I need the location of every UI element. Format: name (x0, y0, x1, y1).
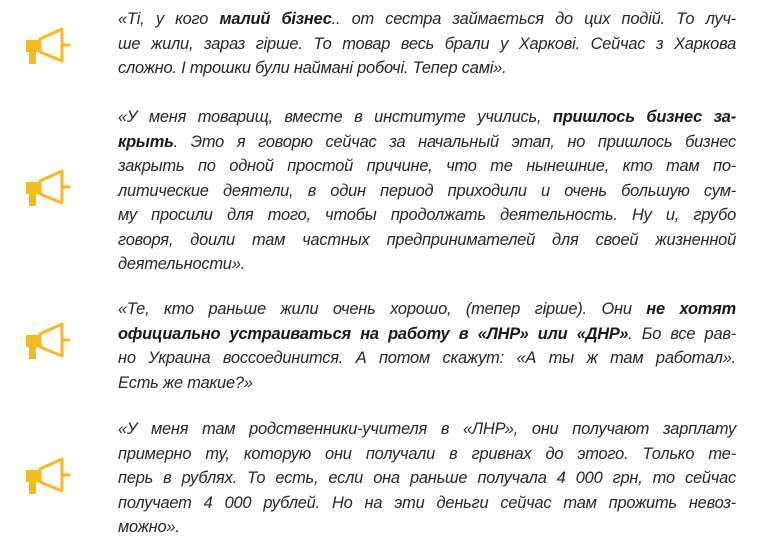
text-run: «У меня там родственники-учителя в «ЛНР», они получают зарплату (118, 420, 736, 438)
quote-4 (118, 417, 736, 540)
quote-line (118, 491, 736, 516)
bold-text: не хотят (646, 300, 736, 318)
text-run: можно». (118, 518, 180, 536)
quote-2 (118, 105, 736, 277)
megaphone-icon (22, 26, 76, 70)
quote-line (118, 252, 736, 277)
quote-line (118, 154, 736, 179)
quote-line (118, 371, 736, 396)
bold-text: официально устраиваться на работу в «ЛНР» или «ДНР» (118, 324, 629, 343)
text-run: . Это я говорю сейчас за начальный этап, но пришлось бизнес (173, 132, 736, 151)
bold-text: крыть (118, 132, 174, 151)
quote-line (118, 56, 736, 81)
text-run: но Украина воссоединится. А потом скажут: «А ты ж там работал». (118, 349, 736, 367)
text-run: . Бо все рав- (628, 324, 736, 343)
quote-line (118, 466, 736, 491)
quote-line (118, 346, 736, 371)
text-run: получает 4 000 рублей. Но на эти деньги сейчас там прожить невоз- (118, 493, 736, 512)
quote-line (118, 515, 736, 540)
text-run: деятельности». (118, 255, 245, 273)
quote-line (118, 105, 736, 130)
megaphone-icon (22, 321, 76, 365)
quote-line (118, 228, 736, 253)
quote-line (118, 32, 736, 57)
text-run: сложно. І трошки були наймані робочі. Тепер самі». (118, 59, 507, 77)
quote-line (118, 297, 736, 322)
quote-line (118, 417, 736, 442)
quote-line (118, 442, 736, 467)
quote-line (118, 7, 736, 32)
quote-line (118, 203, 736, 228)
text-run: ше жили, зараз гірше. То товар весь брали у Харкові. Сейчас з Харкова (118, 34, 736, 53)
quote-1 (118, 7, 736, 81)
text-run: перь в рублях. То есть, если она раньше получала 4 000 грн, то сейчас (118, 469, 736, 487)
quote-line (118, 322, 736, 347)
text-run: литические деятели, в один период приходили и очень большую сум- (118, 181, 736, 200)
text-run: «Ті, у кого (118, 10, 220, 28)
text-run: примерно ту, которую они получали в гривнах до этого. Только те- (118, 444, 736, 463)
megaphone-icon (22, 456, 76, 500)
bold-text: пришлось бизнес за- (552, 108, 736, 126)
megaphone-icon (22, 168, 76, 212)
quote-line (118, 130, 736, 155)
text-run: «Те, кто раньше жили очень хорошо, (тепер гірше). Они (118, 300, 647, 318)
quote-3 (118, 297, 736, 395)
bold-text: малий бізнес (219, 10, 332, 28)
text-run: говоря, доили там частных предпринимателей для своей жизненной (118, 230, 736, 249)
text-run: .. от сестра займається до цих подій. То луч- (331, 10, 737, 28)
text-run: «У меня товарищ, вместе в институте учились, (118, 108, 553, 126)
text-run: му просили для того, чтобы продолжать деятельность. Ну и, грубо (118, 206, 736, 224)
quote-line (118, 179, 736, 204)
text-run: закрыть по одной простой причине, что те нынешние, кто там по- (118, 157, 736, 175)
text-run: Есть же такие?» (118, 373, 253, 392)
